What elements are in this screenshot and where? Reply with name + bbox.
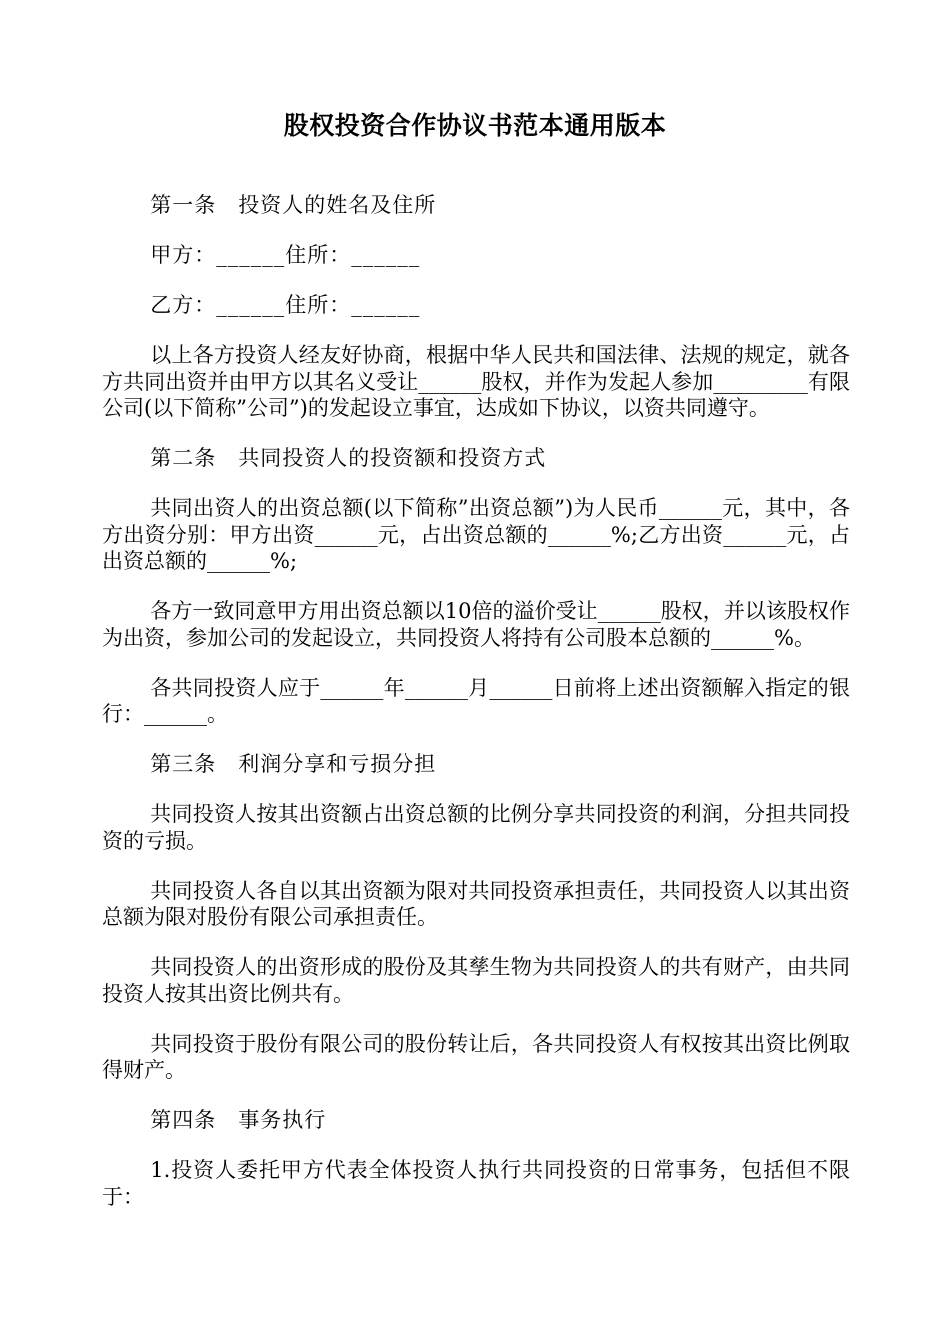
article-2-paragraph-3: 各共同投资人应于______年______月______日前将上述出资额解入指定的银行：______。 [102, 675, 850, 726]
article-3-paragraph-2: 共同投资人各自以其出资额为限对共同投资承担责任，共同投资人以其出资总额为限对股份有限公司承担责任。 [102, 878, 850, 929]
preamble-paragraph: 以上各方投资人经友好协商，根据中华人民共和国法律、法规的规定，就各方共同出资并由甲方以其名义受让______股权，并作为发起人参加_________有限公司(以下简称”公司”)的发起设立事宜，达成如下协议，以资共同遵守。 [102, 343, 850, 420]
party-a-line: 甲方：______住所：______ [150, 243, 421, 267]
document-body [102, 192, 850, 1234]
article-3-heading: 第三条 利润分享和亏损分担 [150, 752, 437, 776]
article-3-paragraph-3: 共同投资人的出资形成的股份及其孳生物为共同投资人的共有财产，由共同投资人按其出资比例共有。 [102, 955, 850, 1006]
article-1-heading: 第一条 投资人的姓名及住所 [150, 193, 437, 217]
document-title: 股权投资合作协议书范本通用版本 [283, 111, 667, 140]
party-b-line: 乙方：______住所：______ [150, 293, 421, 317]
article-2-paragraph-2: 各方一致同意甲方用出资总额以10倍的溢价受让______股权，并以该股权作为出资，参加公司的发起设立，共同投资人将持有公司股本总额的______%。 [102, 599, 850, 650]
article-4-heading: 第四条 事务执行 [150, 1108, 327, 1132]
article-4-paragraph-1: 1.投资人委托甲方代表全体投资人执行共同投资的日常事务，包括但不限于： [102, 1158, 850, 1209]
article-2-paragraph-1: 共同出资人的出资总额(以下简称”出资总额”)为人民币______元，其中，各方出资分别：甲方出资______元，占出资总额的______%;乙方出资______元，占出资总额的______%; [102, 496, 850, 573]
article-2-heading: 第二条 共同投资人的投资额和投资方式 [150, 446, 547, 470]
article-3-paragraph-4: 共同投资于股份有限公司的股份转让后，各共同投资人有权按其出资比例取得财产。 [102, 1031, 850, 1082]
article-3-paragraph-1: 共同投资人按其出资额占出资总额的比例分享共同投资的利润，分担共同投资的亏损。 [102, 802, 850, 853]
